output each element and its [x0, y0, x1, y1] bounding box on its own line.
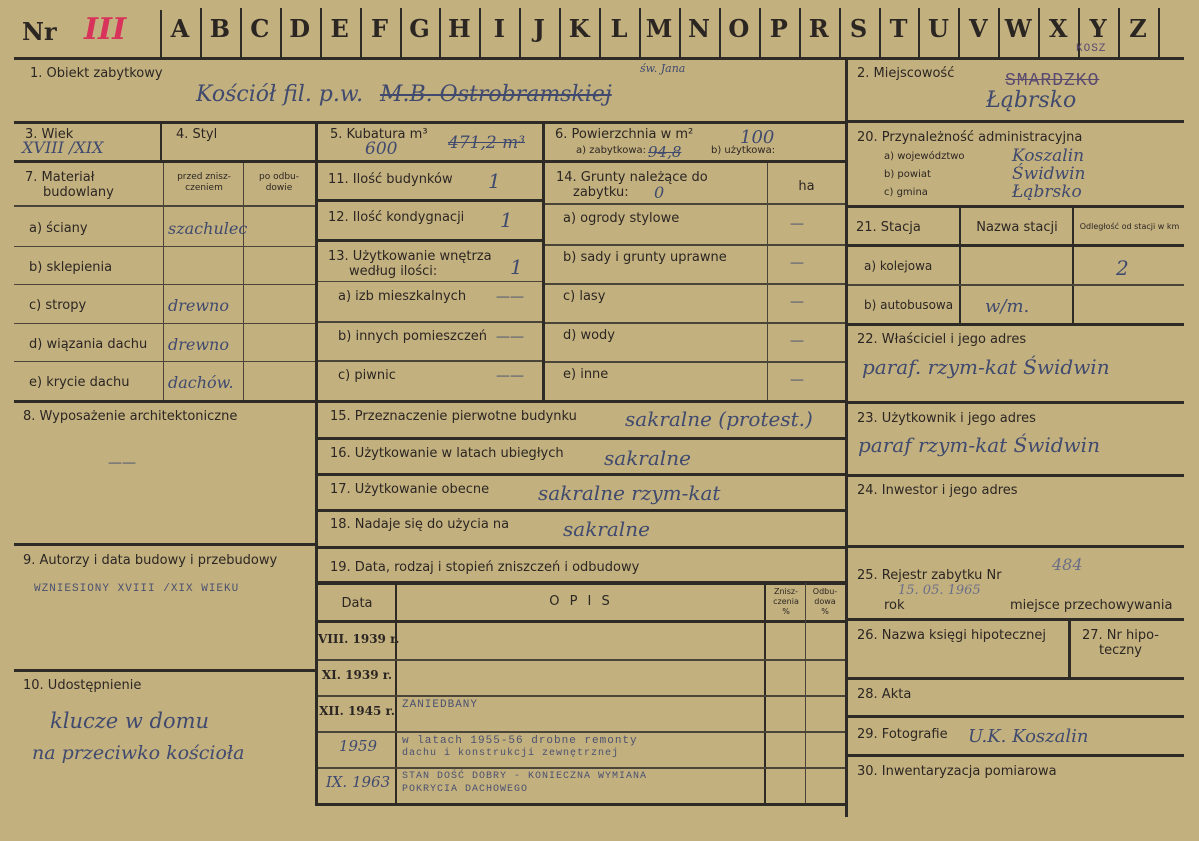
- f6-label: 6. Powierzchnia w m²: [555, 127, 694, 142]
- f19-row-rule: [318, 731, 845, 733]
- f2-label: 2. Miejscowość: [857, 66, 955, 81]
- f2-value-struck: SMARDZKO: [1005, 71, 1100, 91]
- f26-label: 26. Nazwa księgi hipotecznej: [857, 628, 1046, 643]
- f19-row-rule: [318, 659, 845, 661]
- f21-row-label: a) kolejowa: [864, 259, 933, 273]
- vline-f26-f27: [1068, 620, 1071, 678]
- f16-value: sakralne: [604, 446, 691, 470]
- f13-row-label: a) izb mieszkalnych: [338, 289, 467, 304]
- f9-value: WZNIESIONY XVIII /XIX WIEKU: [34, 583, 240, 595]
- rule-f28-top: [848, 677, 1184, 680]
- f14-header-rule: [545, 203, 845, 205]
- letter-j: J: [533, 14, 545, 43]
- rule-f18-top: [318, 509, 845, 512]
- header-rule: [14, 57, 1184, 60]
- rule-f20-top: [848, 120, 1184, 123]
- f13-row-rule: [318, 360, 542, 362]
- f9-label: 9. Autorzy i data budowy i przebudowy: [23, 553, 278, 568]
- f25-value: 484: [1052, 555, 1083, 574]
- f8-value: ——: [108, 455, 136, 471]
- letter-y: Y: [1089, 14, 1107, 43]
- f14-value: 0: [654, 183, 665, 202]
- f20-row-label: a) województwo: [884, 151, 965, 162]
- f19-col-damage-l1: Znisz-: [773, 587, 799, 596]
- rule-f9-top: [14, 543, 315, 546]
- f5-value-struck: 471,2 m³: [448, 133, 526, 153]
- f10-label: 10. Udostępnienie: [23, 678, 142, 693]
- f18-label: 18. Nadaje się do użycia na: [330, 517, 510, 532]
- f23-value: paraf rzym-kat Świdwin: [858, 433, 1100, 457]
- letter-o: O: [728, 14, 750, 43]
- letter-p: P: [769, 14, 788, 43]
- f13-value: 1: [510, 255, 523, 279]
- f7-row-rule: [14, 323, 315, 324]
- rule-f19-top: [318, 546, 845, 549]
- f20-row-value: Koszalin: [1012, 146, 1085, 166]
- rule-f15-top: [318, 400, 845, 403]
- letter-e: E: [330, 14, 349, 43]
- rule-f16-top: [318, 437, 845, 440]
- f14-row-rule: [545, 361, 845, 363]
- vline-f13-f14: [542, 163, 545, 400]
- letter-a: A: [170, 14, 190, 43]
- f11-value: 1: [488, 169, 501, 193]
- f24-label: 24. Inwestor i jego adres: [857, 483, 1018, 498]
- f18-value: sakralne: [563, 517, 650, 541]
- f2-value: Łąbrsko: [986, 88, 1077, 113]
- f27-label-l2: teczny: [1099, 643, 1142, 658]
- f7-row-value: szachulec: [168, 219, 248, 238]
- f19-label: 19. Data, rodzaj i stopień zniszczeń i odbudowy: [330, 560, 640, 575]
- f21-vline2: [1072, 207, 1074, 323]
- f21-vline1: [959, 207, 961, 323]
- letter-divider: [1158, 8, 1160, 58]
- f15-value: sakralne (protest.): [625, 407, 813, 431]
- letter-t: T: [889, 14, 908, 43]
- f5-label: 5. Kubatura m³: [330, 127, 428, 142]
- rule-f26-top: [848, 618, 1184, 621]
- f14-row-value: —: [790, 333, 804, 349]
- f21-header-rule: [848, 244, 1184, 247]
- letter-s: S: [849, 14, 868, 43]
- f11-label: 11. Ilość budynków: [328, 172, 453, 187]
- f13-label-l2: według ilości:: [349, 264, 438, 279]
- f19-col-damage-l2: czenia: [773, 597, 799, 606]
- f14-row-value: —: [790, 294, 804, 310]
- f29-value: U.K. Koszalin: [968, 726, 1089, 747]
- f14-row-value: —: [790, 216, 804, 232]
- f7-vline2: [243, 163, 244, 400]
- f19-row-date: VIII. 1939 r.: [318, 632, 400, 646]
- letter-c: C: [250, 14, 270, 43]
- f14-vline: [767, 163, 768, 400]
- f19-row-date: 1959: [338, 737, 378, 755]
- f7-col-before-l2: czeniem: [185, 183, 223, 193]
- f7-col-after-l1: po odbu-: [259, 172, 299, 182]
- f4-label: 4. Styl: [176, 127, 218, 142]
- letter-r: R: [808, 14, 829, 43]
- f7-row-label: a) ściany: [29, 221, 88, 236]
- f7-row-value: drewno: [168, 334, 229, 354]
- f25-rok-value: 15. 05. 1965: [898, 583, 981, 598]
- f14-row-label: c) lasy: [563, 289, 606, 304]
- kosz-note: KOSZ: [1076, 43, 1107, 55]
- letter-v: V: [969, 14, 988, 43]
- f13-row-label: c) piwnic: [338, 368, 396, 383]
- letter-w: W: [1004, 14, 1032, 43]
- f7-row-rule: [14, 246, 315, 247]
- f19-row-desc-l1: STAN DOŚĆ DOBRY - KONIECZNA WYMIANA: [402, 771, 648, 782]
- letter-i: I: [493, 14, 505, 43]
- f16-label: 16. Użytkowanie w latach ubiegłych: [330, 446, 564, 461]
- letter-h: H: [448, 14, 471, 43]
- f1-label: 1. Obiekt zabytkowy: [30, 66, 163, 81]
- letter-d: D: [289, 14, 311, 43]
- f3-label: 3. Wiek: [25, 127, 74, 142]
- f7-label-l2: budowlany: [43, 185, 114, 200]
- f13-label-l1: 13. Użytkowanie wnętrza: [328, 249, 492, 264]
- f19-vline-desc: [764, 583, 766, 805]
- f21-col-dist: Odległość od stacji w km: [1079, 222, 1180, 231]
- letter-m: M: [645, 14, 673, 43]
- f6-value-a: 94,8: [648, 143, 682, 161]
- f20-row-value: Świdwin: [1012, 164, 1086, 184]
- f7-row-label: d) wiązania dachu: [29, 336, 148, 352]
- f7-row-label: b) sklepienia: [29, 259, 113, 275]
- f13-row-label: b) innych pomieszczeń: [338, 328, 488, 344]
- f7-col-after-l2: dowie: [265, 183, 293, 193]
- letter-g: G: [409, 14, 430, 43]
- f8-label: 8. Wyposażenie architektoniczne: [23, 409, 238, 424]
- f17-label: 17. Użytkowanie obecne: [330, 482, 490, 497]
- f17-value: sakralne rzym-kat: [538, 481, 721, 505]
- rule-row3: [14, 160, 848, 163]
- f13-row-value: ——: [496, 368, 524, 384]
- f14-row-label: d) wody: [563, 328, 615, 343]
- f19-col-rebuild-l1: Odbu-: [812, 587, 838, 596]
- f7-label-l1: 7. Materiał: [25, 170, 95, 185]
- f14-row-rule: [545, 283, 845, 285]
- f19-row-rule: [318, 695, 845, 697]
- f13-row-value: ——: [496, 328, 524, 345]
- f19-row-date: XII. 1945 r.: [319, 704, 395, 718]
- f20-row-label: c) gmina: [884, 187, 928, 198]
- f19-row-desc-l1: ZANIEDBANY: [402, 699, 479, 711]
- vline-right-col: [845, 57, 848, 817]
- f19-row-desc-l2: dachu i konstrukcji zewnętrznej: [402, 748, 620, 759]
- letter-f: F: [371, 14, 389, 43]
- f21-label: 21. Stacja: [856, 220, 921, 235]
- f14-row-rule: [545, 322, 845, 324]
- f12-value: 1: [500, 208, 513, 232]
- vline-f3-f4: [160, 121, 162, 161]
- letter-k: K: [568, 14, 590, 43]
- f22-label: 22. Właściciel i jego adres: [857, 332, 1027, 347]
- f7-col-before-l1: przed znisz-: [177, 172, 231, 182]
- f21-row-dist: 2: [1116, 256, 1129, 280]
- f10-value-l1: klucze w domu: [50, 709, 210, 733]
- f21-row-label: b) autobusowa: [864, 298, 954, 312]
- f21-row-rule: [848, 284, 1184, 286]
- f7-row-value: dachów.: [168, 373, 234, 393]
- f20-label: 20. Przynależność administracyjna: [857, 130, 1083, 145]
- f14-label-l2: zabytku:: [573, 185, 629, 200]
- f23-label: 23. Użytkownik i jego adres: [857, 411, 1036, 426]
- f10-value-l2: na przeciwko kościoła: [32, 742, 245, 764]
- f21-row-name: w/m.: [985, 296, 1030, 317]
- f19-col-date: Data: [341, 596, 373, 611]
- f19-row-desc-l1: w latach 1955-56 drobne remonty: [402, 735, 638, 747]
- f19-col-desc: O P I S: [549, 594, 613, 609]
- f1-value-above: św. Jana: [640, 62, 686, 75]
- rule-f22-top: [848, 323, 1184, 326]
- f1-value-struck: M.B. Ostrobramskiej: [380, 82, 612, 107]
- rule-f21-top: [848, 205, 1184, 208]
- f20-row-label: b) powiat: [884, 169, 931, 180]
- f19-col-rebuild-l3: %: [821, 607, 829, 616]
- rule-f17-top: [318, 473, 845, 476]
- letter-n: N: [687, 14, 710, 43]
- f19-vline-date: [395, 583, 397, 805]
- f14-label-l1: 14. Grunty należące do: [556, 170, 708, 185]
- f19-row-rule: [318, 767, 845, 769]
- f6-sub-b: b) użytkowa:: [711, 145, 776, 156]
- rule-f23-top: [848, 401, 1184, 404]
- f19-col-rebuild-l2: dowa: [814, 597, 836, 606]
- f14-row-value: —: [790, 372, 804, 388]
- letter-z: Z: [1129, 14, 1147, 43]
- letter-u: U: [927, 14, 949, 43]
- rule-f12-top: [318, 199, 542, 202]
- f3-value: XVIII /XIX: [22, 138, 104, 157]
- f13-row-rule: [318, 321, 542, 323]
- f14-row-label: b) sady i grunty uprawne: [563, 250, 727, 265]
- f19-vline-pct: [805, 583, 806, 805]
- f25-label: 25. Rejestr zabytku Nr: [857, 568, 1002, 583]
- rule-f29-top: [848, 715, 1184, 718]
- f19-row-date: XI. 1939 r.: [321, 668, 393, 682]
- f20-row-value: Łąbrsko: [1012, 182, 1082, 202]
- f6-value: 100: [740, 127, 775, 148]
- f19-bottom: [318, 803, 845, 806]
- f25-place-label: miejsce przechowywania: [1010, 598, 1173, 613]
- letter-l: L: [610, 14, 628, 43]
- f13-header-rule: [318, 281, 542, 282]
- f22-value: paraf. rzym-kat Świdwin: [862, 355, 1110, 379]
- f21-col-name: Nazwa stacji: [976, 220, 1058, 235]
- nr-value: III: [84, 12, 127, 47]
- rule-row2: [14, 121, 848, 124]
- f7-header-rule: [14, 205, 315, 207]
- f7-vline1: [163, 163, 164, 400]
- f7-row-label: c) stropy: [29, 298, 87, 314]
- f14-unit: ha: [798, 179, 815, 194]
- f12-label: 12. Ilość kondygnacji: [328, 210, 465, 225]
- f1-value: Kościół fil. p.w.: [196, 82, 364, 107]
- f29-label: 29. Fotografie: [857, 727, 948, 742]
- rule-f10-top: [14, 669, 315, 672]
- letter-b: B: [209, 14, 230, 43]
- f25-rok-label: rok: [884, 598, 905, 613]
- f6-sub-a: a) zabytkowa:: [576, 145, 646, 156]
- rule-f25-top: [848, 545, 1184, 548]
- f14-row-value: —: [790, 255, 804, 271]
- rule-f30-top: [848, 754, 1184, 757]
- letter-x: X: [1048, 14, 1068, 43]
- f7-row-label: e) krycie dachu: [29, 375, 130, 391]
- vline-f5-f6: [542, 121, 545, 161]
- f14-row-label: e) inne: [563, 367, 609, 382]
- f28-label: 28. Akta: [857, 687, 912, 702]
- f7-row-rule: [14, 361, 315, 362]
- f19-row-desc-l2: POKRYCIA DACHOWEGO: [402, 784, 529, 795]
- f14-row-rule: [545, 244, 845, 246]
- f14-row-label: a) ogrody stylowe: [563, 211, 680, 226]
- f5-value: 600: [365, 139, 398, 159]
- f19-col-damage-l3: %: [782, 607, 790, 616]
- rule-f8-top: [14, 400, 315, 403]
- f13-row-value: ——: [496, 289, 524, 305]
- rule-f13-top: [318, 239, 542, 242]
- f19-row-date: IX. 1963: [325, 773, 391, 791]
- f27-label-l1: 27. Nr hipo-: [1082, 628, 1159, 643]
- f15-label: 15. Przeznaczenie pierwotne budynku: [330, 409, 577, 424]
- f7-row-rule: [14, 284, 315, 285]
- f30-label: 30. Inwentaryzacja pomiarowa: [857, 764, 1057, 779]
- rule-f24-top: [848, 474, 1184, 477]
- nr-label: Nr: [22, 17, 57, 46]
- f7-row-value: drewno: [168, 296, 229, 316]
